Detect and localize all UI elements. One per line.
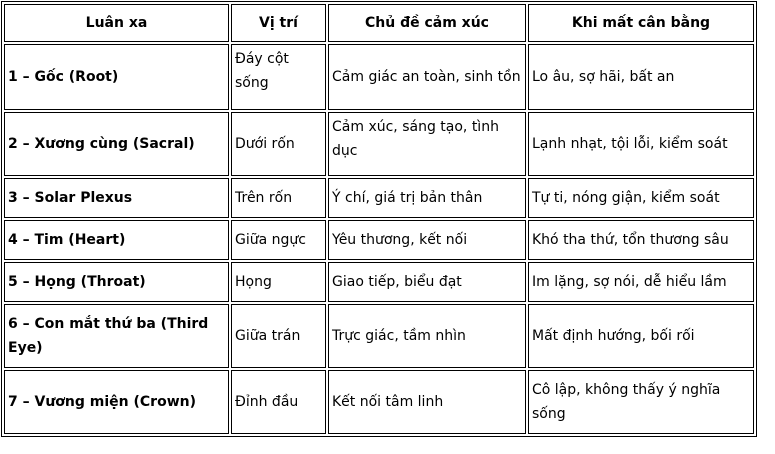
table-row	[4, 220, 754, 260]
chakra-position: Giữa trán	[231, 304, 326, 368]
chakra-theme: Cảm xúc, sáng tạo, tình dục	[328, 112, 526, 176]
header-position: Vị trí	[231, 4, 326, 42]
chakra-imbalance: Cô lập, không thấy ý nghĩa sống	[528, 370, 754, 434]
chakra-imbalance: Khó tha thứ, tổn thương sâu	[528, 220, 754, 260]
chakra-name: 6 – Con mắt thứ ba (Third Eye)	[4, 304, 229, 368]
chakra-theme: Giao tiếp, biểu đạt	[328, 262, 526, 302]
chakra-theme: Yêu thương, kết nối	[328, 220, 526, 260]
header-chakra: Luân xa	[4, 4, 229, 42]
chakra-position: Đáy cột sống	[231, 44, 326, 110]
chakra-table	[1, 1, 757, 437]
chakra-position: Đỉnh đầu	[231, 370, 326, 434]
chakra-theme: Ý chí, giá trị bản thân	[328, 178, 526, 218]
table-row	[4, 370, 754, 434]
table-row	[4, 112, 754, 176]
chakra-name: 2 – Xương cùng (Sacral)	[4, 112, 229, 176]
chakra-position: Họng	[231, 262, 326, 302]
chakra-name: 1 – Gốc (Root)	[4, 44, 229, 110]
chakra-name: 5 – Họng (Throat)	[4, 262, 229, 302]
chakra-imbalance: Lo âu, sợ hãi, bất an	[528, 44, 754, 110]
chakra-name: 7 – Vương miện (Crown)	[4, 370, 229, 434]
chakra-imbalance: Im lặng, sợ nói, dễ hiểu lầm	[528, 262, 754, 302]
table-header-row	[4, 4, 754, 42]
chakra-name: 4 – Tim (Heart)	[4, 220, 229, 260]
header-imbalance: Khi mất cân bằng	[528, 4, 754, 42]
table-row	[4, 304, 754, 368]
table-row	[4, 178, 754, 218]
chakra-position: Giữa ngực	[231, 220, 326, 260]
chakra-theme: Cảm giác an toàn, sinh tồn	[328, 44, 526, 110]
chakra-position: Trên rốn	[231, 178, 326, 218]
header-emotional-theme: Chủ đề cảm xúc	[328, 4, 526, 42]
chakra-position: Dưới rốn	[231, 112, 326, 176]
chakra-imbalance: Mất định hướng, bối rối	[528, 304, 754, 368]
chakra-theme: Trực giác, tầm nhìn	[328, 304, 526, 368]
chakra-theme: Kết nối tâm linh	[328, 370, 526, 434]
chakra-imbalance: Lạnh nhạt, tội lỗi, kiểm soát	[528, 112, 754, 176]
table-row	[4, 262, 754, 302]
chakra-name: 3 – Solar Plexus	[4, 178, 229, 218]
table-row	[4, 44, 754, 110]
chakra-imbalance: Tự ti, nóng giận, kiểm soát	[528, 178, 754, 218]
